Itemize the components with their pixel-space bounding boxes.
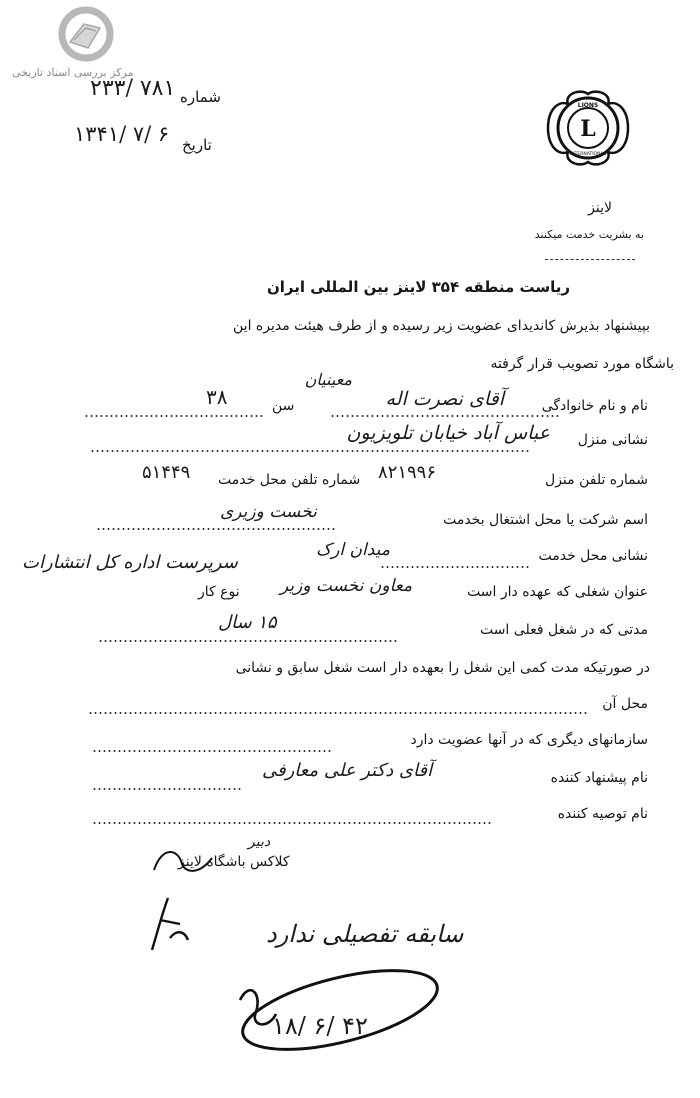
emblem-ring-text: LIONS (577, 102, 599, 109)
motto-underline (545, 259, 635, 260)
address-dotted-line (90, 450, 530, 452)
workplace-address-label: نشانی محل خدمت (538, 548, 648, 564)
name-dotted-line (330, 415, 560, 417)
emblem-bottom-text: INTERNATIONAL (569, 152, 607, 157)
name-value: آقای نصرت اله (385, 388, 504, 410)
recommender-dotted-line (92, 822, 492, 824)
number-value: ۲۳۳/ ۷۸۱ (90, 76, 176, 101)
proposer-dotted-line (92, 788, 242, 790)
intro-line-1: بپیشنهاد بذیرش کاندیدای عضویت زیر رسیده و از طرف هیئت مدیره این (233, 318, 650, 334)
tenure-dotted-line (98, 640, 398, 642)
recommender-label: نام توصیه کننده (557, 806, 648, 822)
emblem-letter: L (580, 116, 596, 142)
organizations-label: سازمانهای دیگری که در آنها عضویت دارد (410, 732, 648, 748)
tenure-label: مدتی که در شغل فعلی است (479, 622, 648, 638)
date-value: ۱۳۴۱/ ۷/ ۶ (74, 122, 170, 146)
watermark-text: مرکز بررسی اسناد تاریخی (12, 66, 134, 79)
lions-emblem (540, 80, 636, 176)
signature-title-1: دبیر (248, 834, 271, 850)
name-label: نام و نام خانوادگی (541, 398, 648, 414)
age-label: سن (272, 398, 295, 414)
company-value: نخست وزیری (220, 502, 317, 522)
company-dotted-line (96, 528, 336, 530)
margin-signature (140, 890, 200, 960)
lions-emblem-icon (540, 80, 636, 176)
addressee: ریاست منطقه ۳۵۴ لاینز بین المللی ایران (266, 278, 570, 296)
signature-title-2: کلاکس باشگاه لاینز (178, 854, 290, 870)
home-phone-value: ۸۲۱۹۹۶ (378, 462, 437, 483)
handwritten-date: ۱۸/ ۶/ ۴۲ (272, 1012, 368, 1040)
surname-value: معینیان (304, 370, 352, 389)
address-value: عباس آباد خیابان تلویزیون (346, 422, 550, 444)
org-name: لاینز (588, 200, 612, 216)
workplace-address-value: میدان ارک (316, 540, 390, 560)
work-phone-label: شماره تلفن محل خدمت (218, 472, 361, 488)
workplace-dotted-line (380, 566, 530, 568)
previous-job-line-1: در صورتیکه مدت کمی این شغل را بعهده دار است شغل سابق و نشانی (235, 660, 650, 676)
job-title-value-1: سرپرست اداره کل انتشارات (22, 552, 238, 573)
age-value: ۳۸ (206, 385, 228, 409)
previous-job-line-2: محل آن (602, 696, 648, 712)
organizations-dotted-line (92, 750, 332, 752)
tenure-value: ۱۵ سال (218, 612, 277, 633)
org-motto: به بشریت خدمت میکنند (534, 228, 644, 241)
date-label: تاریخ (182, 136, 212, 154)
proposer-label: نام پیشنهاد کننده (550, 770, 648, 786)
handwritten-note: سابقه تفصیلی ندارد (266, 920, 464, 948)
proposer-value: آقای دکتر علی معارفی (262, 760, 433, 781)
archive-logo-icon (48, 6, 118, 64)
archive-watermark (8, 6, 168, 84)
signature-scribble-1 (148, 840, 218, 880)
home-phone-label: شماره تلفن منزل (545, 472, 648, 488)
job-title-value-2: معاون نخست وزیر (280, 576, 413, 596)
number-label: شماره (180, 88, 221, 106)
job-type-label: نوع کار (198, 584, 240, 600)
company-label: اسم شرکت یا محل اشتغال بخدمت (443, 512, 648, 528)
work-phone-value: ۵۱۴۴۹ (142, 462, 191, 483)
intro-line-2: باشگاه مورد تصویب قرار گرفته (490, 356, 674, 372)
address-label: نشانی منزل (577, 432, 648, 448)
age-dotted-line (84, 415, 264, 417)
previous-job-dotted-line (88, 712, 588, 714)
job-title-label: عنوان شغلی که عهده دار است (467, 584, 648, 600)
